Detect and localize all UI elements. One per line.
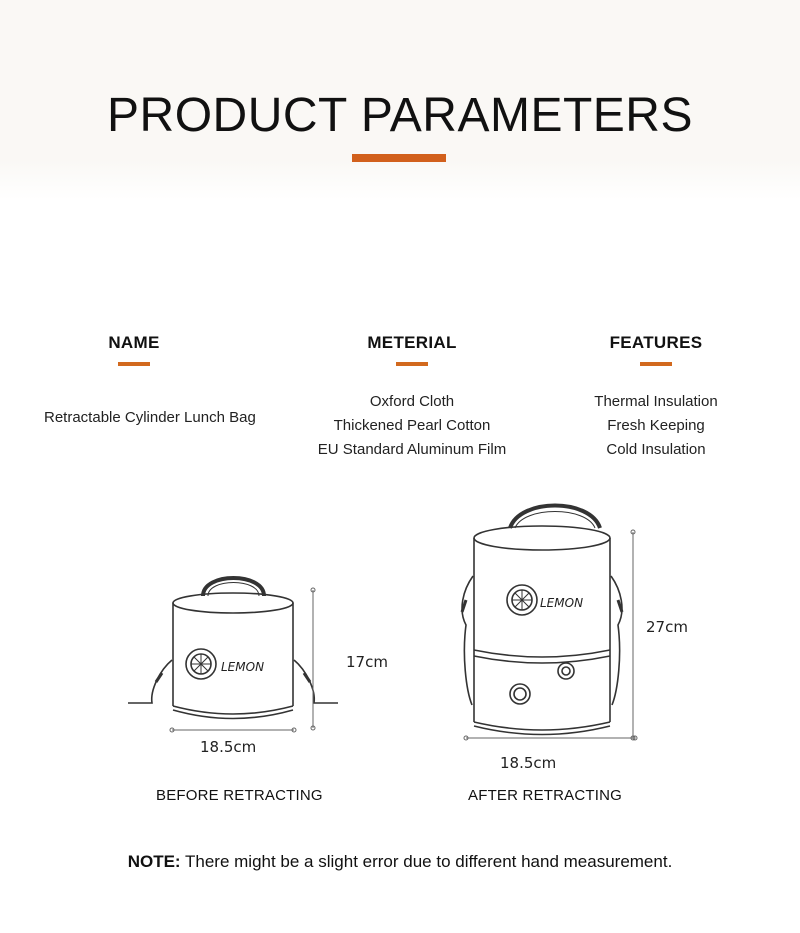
feature-line: Thermal Insulation [594,393,718,410]
material-heading: METERIAL [367,333,457,352]
page-title: PRODUCT PARAMETERS [107,89,693,142]
material-line: Oxford Cloth [369,393,455,410]
material-line: Thickened Pearl Cotton [333,417,491,434]
bag-after-brand: LEMON [540,596,584,610]
features-heading: FEATURES [609,333,703,352]
feature-line: Fresh Keeping [607,417,705,434]
bag-before-illustration [128,578,338,719]
bag-before-brand: LEMON [221,660,265,674]
name-heading: NAME [108,333,160,352]
before-caption: BEFORE RETRACTING [156,787,323,804]
feature-line: Cold Insulation [606,441,706,458]
after-caption: AFTER RETRACTING [468,787,623,804]
note-label: NOTE: [127,852,181,871]
bag-after-illustration [462,506,622,735]
bag-before-width-label: 18.5cm [200,738,257,756]
bag-after-height-label: 27cm [646,618,688,636]
measurement-note [0,852,800,872]
material-line: EU Standard Aluminum Film [317,441,507,458]
name-line: Retractable Cylinder Lunch Bag [44,409,256,426]
note-text: There might be a slight error due to different hand measurement. [185,852,673,871]
bag-before-height-label: 17cm [346,653,388,671]
bag-after-dimension-lines [464,530,637,740]
bag-after-width-label: 18.5cm [500,754,557,772]
